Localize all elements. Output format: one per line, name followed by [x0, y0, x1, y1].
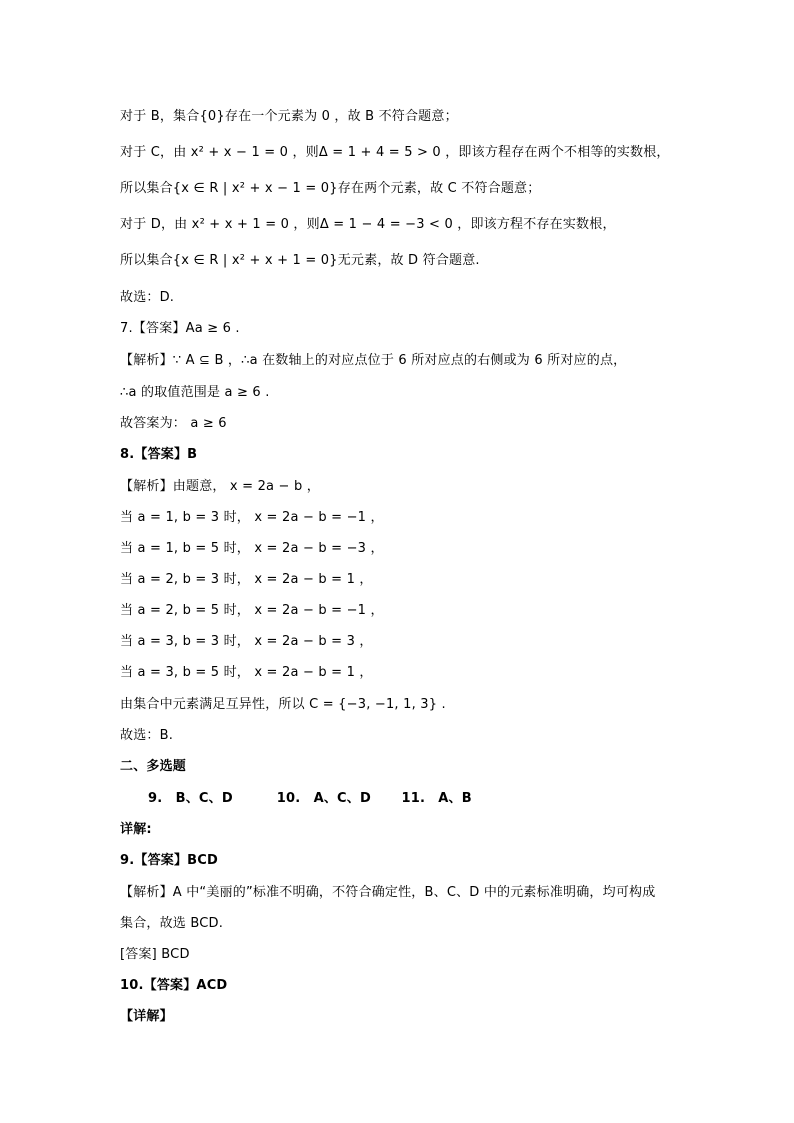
text-line: 故选：D.: [120, 290, 175, 305]
text-line: 故选：B.: [120, 728, 174, 743]
text-line: 当 a = 2, b = 3 时， x = 2a − b = 1 ，: [120, 572, 373, 587]
text-line: 集合，故选 BCD.: [120, 916, 224, 931]
text-line: 对于 D，由 x² + x + 1 = 0 ，则Δ = 1 − 4 = −3 < 0 ，即该方程不存在实数根，: [120, 217, 616, 232]
text-line: 当 a = 2, b = 5 时， x = 2a − b = −1 ，: [120, 603, 384, 618]
text-line: 由集合中元素满足互异性，所以 C = {−3, −1, 1, 3} .: [120, 697, 446, 712]
detail-heading: 详解:: [120, 822, 152, 837]
answer-heading: 10.【答案】ACD: [120, 978, 228, 993]
text-line: 当 a = 1, b = 5 时， x = 2a − b = −3 ，: [120, 541, 384, 556]
text-line: 对于 B，集合{0}存在一个元素为 0 ，故 B 不符合题意；: [120, 109, 458, 124]
answer-q10: 10. A、C、D: [276, 791, 371, 806]
text-line: 故答案为： a ≥ 6: [120, 416, 227, 431]
text-line: 对于 C，由 x² + x − 1 = 0 ，则Δ = 1 + 4 = 5 > 0 ，即该方程存在两个不相等的实数根，: [120, 145, 670, 160]
answer-q11: 11. A、B: [401, 791, 472, 806]
multi-choice-answers: [148, 790, 472, 808]
answer-heading: 9.【答案】BCD: [120, 853, 219, 868]
detail-heading: 【详解】: [120, 1009, 173, 1024]
text-line: 【解析】由题意， x = 2a − b ，: [120, 479, 320, 494]
text-line: ∴a 的取值范围是 a ≥ 6 .: [120, 385, 270, 400]
answer-heading: 8.【答案】B: [120, 447, 198, 462]
text-line: 当 a = 1, b = 3 时， x = 2a − b = −1 ，: [120, 510, 384, 525]
text-line: 【解析】A 中“美丽的”标准不明确，不符合确定性，B、C、D 中的元素标准明确，均可构成: [120, 885, 656, 900]
text-line: 所以集合{x ∈ R | x² + x − 1 = 0}存在两个元素，故 C 不符合题意；: [120, 181, 541, 196]
text-line: 当 a = 3, b = 3 时， x = 2a − b = 3 ，: [120, 634, 373, 649]
text-line: [答案] BCD: [120, 947, 190, 962]
text-line: 当 a = 3, b = 5 时， x = 2a − b = 1 ，: [120, 665, 373, 680]
answer-heading: 7.【答案】Aa ≥ 6 .: [120, 321, 240, 336]
text-line: 所以集合{x ∈ R | x² + x + 1 = 0}无元素，故 D 符合题意.: [120, 253, 480, 268]
section-heading: 二、多选题: [120, 759, 187, 774]
text-line: 【解析】∵ A ⊆ B ，∴a 在数轴上的对应点位于 6 所对应点的右侧或为 6 所对应的点，: [120, 353, 627, 368]
answer-q9: 9. B、C、D: [148, 791, 233, 806]
